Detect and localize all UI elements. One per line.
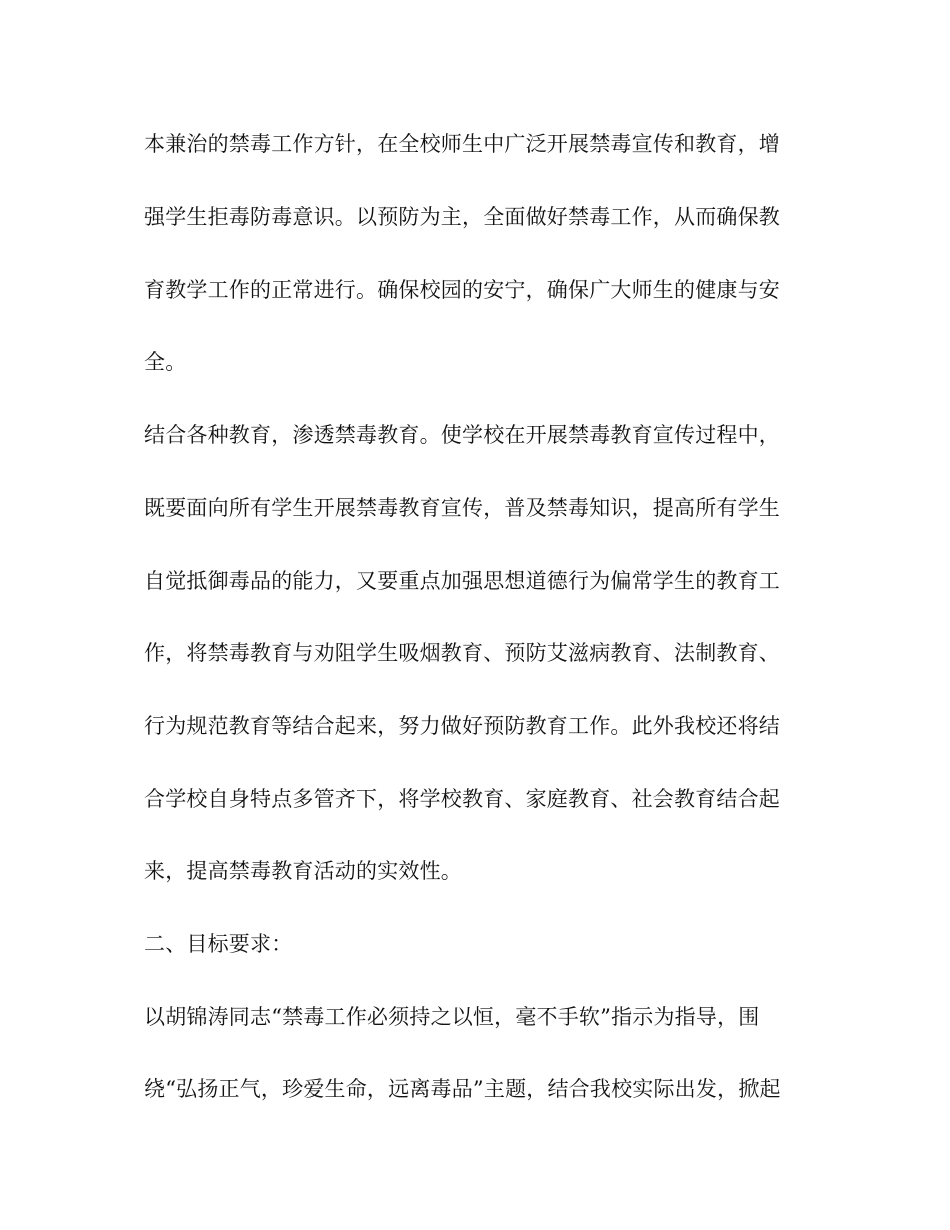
- text-line: 育教学工作的正常进行。确保校园的安宁，确保广大师生的健康与安: [144, 278, 780, 302]
- text-line: 既要面向所有学生开展禁毒教育宣传，普及禁毒知识，提高所有学生: [144, 496, 780, 520]
- text-line: 全。: [144, 350, 187, 374]
- text-line: 自觉抵御毒品的能力，又要重点加强思想道德行为偏常学生的教育工: [144, 569, 780, 593]
- text-line: 结合各种教育，渗透禁毒教育。使学校在开展禁毒教育宣传过程中，: [144, 423, 780, 447]
- section-heading: 二、目标要求：: [144, 932, 293, 956]
- text-line: 合学校自身特点多管齐下，将学校教育、家庭教育、社会教育结合起: [144, 787, 780, 811]
- text-line: 作，将禁毒教育与劝阻学生吸烟教育、预防艾滋病教育、法制教育、: [144, 641, 780, 665]
- text-line: 行为规范教育等结合起来，努力做好预防教育工作。此外我校还将结: [144, 714, 780, 738]
- text-line: 强学生拒毒防毒意识。以预防为主，全面做好禁毒工作，从而确保教: [144, 205, 780, 229]
- text-line: 本兼治的禁毒工作方针，在全校师生中广泛开展禁毒宣传和教育，增: [144, 132, 780, 156]
- text-line: 以胡锦涛同志“禁毒工作必须持之以恒，毫不手软”指示为指导，围: [144, 1005, 760, 1029]
- text-line: 来，提高禁毒教育活动的实效性。: [144, 859, 462, 883]
- text-line: 绕“弘扬正气，珍爱生命，远离毒品”主题，结合我校实际出发，掀起: [144, 1077, 781, 1101]
